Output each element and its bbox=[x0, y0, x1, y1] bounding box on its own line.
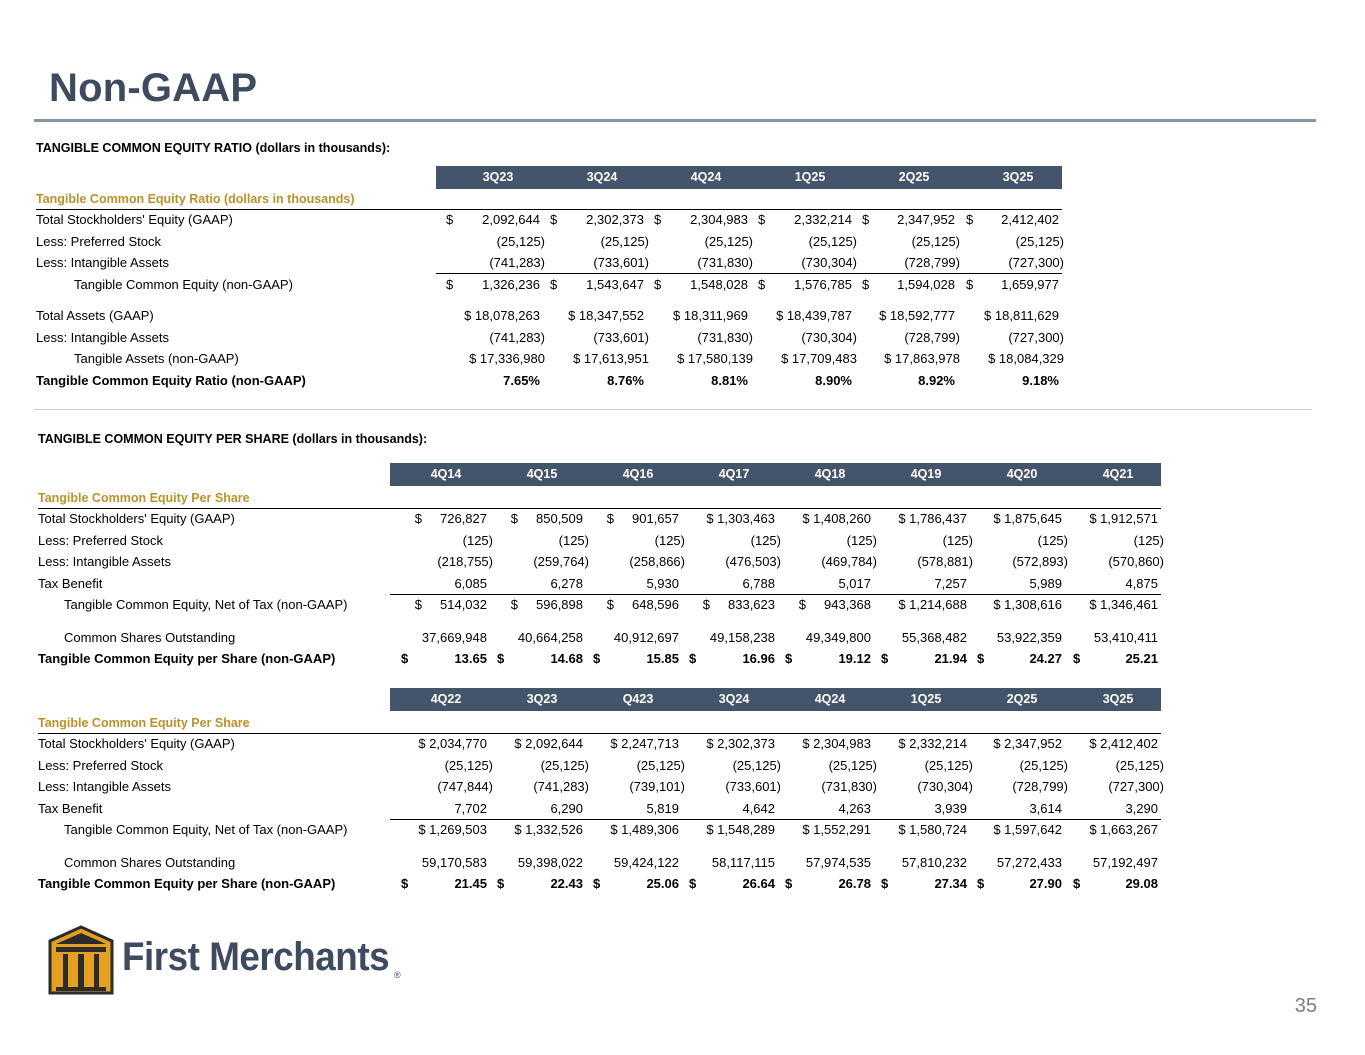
value-cell: 3,939 bbox=[934, 800, 967, 816]
value-cell: (733,601) bbox=[593, 329, 649, 345]
value-cell: 6,788 bbox=[742, 575, 775, 591]
value-cell: 24.27 bbox=[1029, 651, 1062, 666]
row-label: Tangible Assets (non-GAAP) bbox=[74, 351, 239, 366]
value-cell: 7.65% bbox=[503, 372, 540, 388]
value-cell: $ 726,827 bbox=[414, 511, 487, 526]
value-cell: 6,290 bbox=[550, 800, 583, 816]
value-cell: 40,664,258 bbox=[517, 629, 583, 645]
table-header-row bbox=[38, 463, 1163, 486]
value-cell: (730,304) bbox=[801, 255, 857, 270]
table-row bbox=[38, 648, 1163, 670]
value-cell: $ 1,552,291 bbox=[802, 822, 871, 837]
value-cell: 13.65 bbox=[454, 651, 487, 666]
value-cell: (25,125) bbox=[444, 757, 493, 773]
value-cell: 7,257 bbox=[934, 575, 967, 591]
value-cell: $ 2,332,214 bbox=[898, 736, 967, 751]
value-cell: 1,594,028 bbox=[897, 276, 955, 292]
value-cell: $ 1,912,571 bbox=[1089, 511, 1158, 526]
value-cell: (25,125) bbox=[1015, 233, 1064, 249]
value-cell: 5,989 bbox=[1029, 575, 1062, 591]
column-header: 1Q25 bbox=[794, 170, 826, 184]
currency-symbol: $ bbox=[593, 876, 601, 891]
title-rule bbox=[34, 119, 1316, 122]
value-cell: (728,799) bbox=[1012, 779, 1068, 794]
value-cell: 2,412,402 bbox=[1001, 212, 1059, 227]
value-cell: 4,875 bbox=[1125, 575, 1158, 591]
value-cell: 29.08 bbox=[1125, 876, 1158, 891]
row-label: Total Stockholders' Equity (GAAP) bbox=[38, 736, 235, 751]
value-cell: 2,304,983 bbox=[690, 212, 748, 227]
column-header: 4Q21 bbox=[1102, 467, 1134, 481]
value-cell: $ 596,898 bbox=[510, 597, 583, 612]
table-row bbox=[36, 305, 1066, 327]
column-header: 4Q14 bbox=[430, 467, 462, 481]
table-subheader-row bbox=[38, 711, 1163, 733]
value-cell: (25,125) bbox=[808, 233, 857, 249]
column-header: 3Q23 bbox=[482, 170, 514, 184]
row-label: Less: Intangible Assets bbox=[36, 255, 169, 270]
value-cell: 27.34 bbox=[934, 876, 967, 891]
value-cell: $ 2,302,373 bbox=[706, 736, 775, 751]
value-cell: 57,974,535 bbox=[805, 854, 871, 870]
table-subheader-row bbox=[38, 486, 1163, 508]
table-row bbox=[36, 209, 1066, 231]
table-subheader-row bbox=[36, 189, 1066, 209]
currency-symbol: $ bbox=[497, 651, 505, 666]
value-cell: $ 1,303,463 bbox=[706, 511, 775, 526]
column-header: 4Q15 bbox=[526, 467, 558, 481]
currency-symbol: $ bbox=[550, 212, 558, 227]
value-cell: (731,830) bbox=[697, 329, 753, 345]
value-cell: 25.06 bbox=[646, 876, 679, 891]
value-cell: $ 17,709,483 bbox=[781, 351, 857, 366]
currency-symbol: $ bbox=[654, 276, 662, 292]
currency-symbol: $ bbox=[785, 651, 793, 666]
value-cell: (741,283) bbox=[533, 779, 589, 794]
value-cell: 26.64 bbox=[742, 876, 775, 891]
value-cell: 1,326,236 bbox=[482, 276, 540, 292]
value-cell: (125) bbox=[558, 532, 589, 548]
value-cell: 1,543,647 bbox=[586, 276, 644, 292]
value-cell: (728,799) bbox=[904, 255, 960, 270]
row-label: Tax Benefit bbox=[38, 800, 103, 816]
currency-symbol: $ bbox=[758, 212, 766, 227]
value-cell: (125) bbox=[654, 532, 685, 548]
value-cell: (731,830) bbox=[697, 255, 753, 270]
value-cell: (25,125) bbox=[496, 233, 545, 249]
value-cell: 57,810,232 bbox=[901, 854, 967, 870]
value-cell: 3,614 bbox=[1029, 800, 1062, 816]
value-cell: $ 18,347,552 bbox=[568, 308, 644, 323]
value-cell: (727,300) bbox=[1108, 779, 1164, 794]
value-cell: 37,669,948 bbox=[421, 629, 487, 645]
table-subheader: Tangible Common Equity Per Share bbox=[38, 716, 250, 730]
value-cell: 53,922,359 bbox=[996, 629, 1062, 645]
first-merchants-logo-icon bbox=[48, 925, 114, 1002]
value-cell: $ 943,368 bbox=[798, 597, 871, 612]
table-row bbox=[38, 508, 1163, 530]
value-cell: 15.85 bbox=[646, 651, 679, 666]
row-spacer bbox=[36, 295, 1066, 305]
value-cell: 1,659,977 bbox=[1001, 276, 1059, 292]
value-cell: $ 2,034,770 bbox=[418, 736, 487, 751]
currency-symbol: $ bbox=[593, 651, 601, 666]
value-cell: 21.45 bbox=[454, 876, 487, 891]
value-cell: (25,125) bbox=[732, 757, 781, 773]
value-cell: $ 1,548,289 bbox=[706, 822, 775, 837]
value-cell: (741,283) bbox=[489, 255, 545, 270]
value-cell: 5,819 bbox=[646, 800, 679, 816]
section-label-tce-per-share: TANGIBLE COMMON EQUITY PER SHARE (dollars in thousands): bbox=[38, 432, 428, 446]
table-row bbox=[38, 873, 1163, 895]
value-cell: 49,349,800 bbox=[805, 629, 871, 645]
row-label: Less: Preferred Stock bbox=[38, 757, 163, 773]
currency-symbol: $ bbox=[785, 876, 793, 891]
row-label: Less: Intangible Assets bbox=[38, 554, 171, 569]
value-cell: (572,893) bbox=[1012, 554, 1068, 569]
value-cell: $ 2,304,983 bbox=[802, 736, 871, 751]
table-subheader: Tangible Common Equity Per Share bbox=[38, 491, 250, 505]
value-cell: $ 1,597,642 bbox=[993, 822, 1062, 837]
column-header: 2Q25 bbox=[898, 170, 930, 184]
row-label: Less: Intangible Assets bbox=[36, 329, 169, 345]
value-cell: 40,912,697 bbox=[613, 629, 679, 645]
table-row bbox=[38, 776, 1163, 798]
table-row bbox=[38, 755, 1163, 777]
value-cell: $ 1,214,688 bbox=[898, 597, 967, 612]
section-divider bbox=[34, 409, 1312, 410]
tce-per-share-table-b bbox=[38, 688, 1163, 895]
column-header: 4Q16 bbox=[622, 467, 654, 481]
value-cell: $ 1,332,526 bbox=[514, 822, 583, 837]
value-cell: (25,125) bbox=[924, 757, 973, 773]
row-label: Tangible Common Equity, Net of Tax (non-GAAP) bbox=[64, 822, 348, 837]
value-cell: 1,576,785 bbox=[794, 276, 852, 292]
column-header: 4Q17 bbox=[718, 467, 750, 481]
value-cell: $ 17,613,951 bbox=[573, 351, 649, 366]
column-header: 4Q19 bbox=[910, 467, 942, 481]
currency-symbol: $ bbox=[689, 876, 697, 891]
page-title: Non-GAAP bbox=[49, 66, 258, 110]
value-cell: 27.90 bbox=[1029, 876, 1062, 891]
table-row bbox=[38, 852, 1163, 874]
value-cell: (25,125) bbox=[704, 233, 753, 249]
currency-symbol: $ bbox=[966, 212, 974, 227]
value-cell: (747,844) bbox=[437, 779, 493, 794]
value-cell: 6,278 bbox=[550, 575, 583, 591]
row-label: Less: Intangible Assets bbox=[38, 779, 171, 794]
currency-symbol: $ bbox=[881, 876, 889, 891]
currency-symbol: $ bbox=[550, 276, 558, 292]
column-header: 4Q20 bbox=[1006, 467, 1038, 481]
value-cell: (125) bbox=[462, 532, 493, 548]
value-cell: 4,642 bbox=[742, 800, 775, 816]
tce-ratio-table bbox=[36, 166, 1066, 391]
value-cell: (259,764) bbox=[533, 554, 589, 569]
value-cell: $ 1,269,503 bbox=[418, 822, 487, 837]
column-header: 4Q24 bbox=[814, 692, 846, 706]
value-cell: $ 1,663,267 bbox=[1089, 822, 1158, 837]
logo-registered-mark: ® bbox=[394, 970, 401, 980]
value-cell: 2,347,952 bbox=[897, 212, 955, 227]
value-cell: (730,304) bbox=[917, 779, 973, 794]
currency-symbol: $ bbox=[862, 212, 870, 227]
page-number: 35 bbox=[1294, 995, 1317, 1017]
value-cell: (125) bbox=[1133, 532, 1164, 548]
table-row bbox=[38, 627, 1163, 649]
value-cell: $ 18,311,969 bbox=[673, 308, 748, 323]
value-cell: (25,125) bbox=[540, 757, 589, 773]
value-cell: $ 2,412,402 bbox=[1089, 736, 1158, 751]
value-cell: (258,866) bbox=[629, 554, 685, 569]
value-cell: 55,368,482 bbox=[901, 629, 967, 645]
value-cell: (125) bbox=[942, 532, 973, 548]
currency-symbol: $ bbox=[862, 276, 870, 292]
value-cell: $ 2,092,644 bbox=[514, 736, 583, 751]
value-cell: (731,830) bbox=[821, 779, 877, 794]
value-cell: (25,125) bbox=[1115, 757, 1164, 773]
table-row bbox=[36, 327, 1066, 349]
value-cell: 57,272,433 bbox=[996, 854, 1062, 870]
value-cell: 2,332,214 bbox=[794, 212, 852, 227]
value-cell: (25,125) bbox=[828, 757, 877, 773]
value-cell: 14.68 bbox=[550, 651, 583, 666]
value-cell: (739,101) bbox=[629, 779, 685, 794]
value-cell: 57,192,497 bbox=[1092, 854, 1158, 870]
value-cell: $ 1,308,616 bbox=[993, 597, 1062, 612]
value-cell: 59,398,022 bbox=[517, 854, 583, 870]
column-header: 4Q22 bbox=[430, 692, 462, 706]
value-cell: $ 901,657 bbox=[606, 511, 679, 526]
value-cell: (125) bbox=[750, 532, 781, 548]
column-header: 3Q23 bbox=[526, 692, 558, 706]
table-row bbox=[38, 573, 1163, 595]
value-cell: 58,117,115 bbox=[711, 854, 775, 870]
value-cell: (25,125) bbox=[636, 757, 685, 773]
row-label: Total Stockholders' Equity (GAAP) bbox=[36, 212, 233, 227]
table-row bbox=[36, 348, 1066, 370]
logo-wordmark: First Merchants bbox=[122, 935, 390, 979]
table-header-row bbox=[36, 166, 1066, 189]
value-cell: (125) bbox=[846, 532, 877, 548]
column-header: 3Q24 bbox=[718, 692, 750, 706]
value-cell: (25,125) bbox=[911, 233, 960, 249]
value-cell: 25.21 bbox=[1125, 651, 1158, 666]
value-cell: (733,601) bbox=[593, 255, 649, 270]
value-cell: $ 2,347,952 bbox=[993, 736, 1062, 751]
value-cell: (25,125) bbox=[1019, 757, 1068, 773]
currency-symbol: $ bbox=[758, 276, 766, 292]
value-cell: 53,410,411 bbox=[1093, 629, 1158, 645]
value-cell: 3,290 bbox=[1125, 800, 1158, 816]
value-cell: 9.18% bbox=[1022, 372, 1059, 388]
value-cell: $ 648,596 bbox=[606, 597, 679, 612]
row-label: Tangible Common Equity per Share (non-GAAP) bbox=[38, 876, 336, 891]
value-cell: $ 2,247,713 bbox=[610, 736, 679, 751]
value-cell: $ 833,623 bbox=[702, 597, 775, 612]
value-cell: 59,424,122 bbox=[613, 854, 679, 870]
column-header: 4Q18 bbox=[814, 467, 846, 481]
column-header: 1Q25 bbox=[910, 692, 942, 706]
row-label: Tangible Common Equity per Share (non-GAAP) bbox=[38, 651, 336, 666]
row-label: Tangible Common Equity (non-GAAP) bbox=[74, 276, 293, 292]
table-row bbox=[36, 370, 1066, 392]
row-label: Common Shares Outstanding bbox=[64, 629, 236, 645]
row-label: Total Assets (GAAP) bbox=[36, 308, 154, 323]
row-label: Common Shares Outstanding bbox=[64, 854, 236, 870]
currency-symbol: $ bbox=[689, 651, 697, 666]
value-cell: $ 1,408,260 bbox=[802, 511, 871, 526]
section-label-tce-ratio: TANGIBLE COMMON EQUITY RATIO (dollars in thousands): bbox=[36, 141, 391, 155]
value-cell: 8.90% bbox=[815, 372, 852, 388]
column-header: Q423 bbox=[622, 692, 654, 706]
table-subheader: Tangible Common Equity Ratio (dollars in thousands) bbox=[36, 192, 355, 206]
row-label: Tangible Common Equity Ratio (non-GAAP) bbox=[36, 372, 306, 388]
value-cell: $ 1,489,306 bbox=[610, 822, 679, 837]
currency-symbol: $ bbox=[1073, 876, 1081, 891]
row-spacer bbox=[38, 616, 1163, 627]
table-header-row bbox=[38, 688, 1163, 711]
value-cell: 22.43 bbox=[550, 876, 583, 891]
currency-symbol: $ bbox=[977, 651, 985, 666]
value-cell: $ 18,811,629 bbox=[984, 308, 1059, 323]
value-cell: $ 18,078,263 bbox=[464, 308, 540, 323]
value-cell: 59,170,583 bbox=[421, 854, 487, 870]
value-cell: (727,300) bbox=[1008, 329, 1064, 345]
value-cell: $ 17,336,980 bbox=[469, 351, 545, 366]
value-cell: $ 18,084,329 bbox=[988, 351, 1064, 366]
row-label: Tax Benefit bbox=[38, 575, 103, 591]
value-cell: $ 1,875,645 bbox=[993, 511, 1062, 526]
value-cell: $ 17,580,139 bbox=[677, 351, 753, 366]
table-row bbox=[38, 819, 1163, 841]
value-cell: $ 1,786,437 bbox=[898, 511, 967, 526]
value-cell: (469,784) bbox=[821, 554, 877, 569]
value-cell: 21.94 bbox=[934, 651, 967, 666]
value-cell: (218,755) bbox=[437, 554, 493, 569]
value-cell: (728,799) bbox=[904, 329, 960, 345]
currency-symbol: $ bbox=[401, 651, 409, 666]
value-cell: (730,304) bbox=[801, 329, 857, 345]
value-cell: 8.92% bbox=[918, 372, 955, 388]
value-cell: (476,503) bbox=[725, 554, 781, 569]
currency-symbol: $ bbox=[966, 276, 974, 292]
value-cell: $ 17,863,978 bbox=[884, 351, 960, 366]
table-row bbox=[38, 530, 1163, 552]
currency-symbol: $ bbox=[446, 276, 454, 292]
table-row bbox=[38, 594, 1163, 616]
value-cell: 2,092,644 bbox=[482, 212, 540, 227]
row-label: Less: Preferred Stock bbox=[36, 233, 161, 249]
value-cell: (570,860) bbox=[1108, 554, 1164, 569]
value-cell: (578,881) bbox=[917, 554, 973, 569]
tce-per-share-table-a bbox=[38, 463, 1163, 670]
value-cell: 5,930 bbox=[646, 575, 679, 591]
value-cell: 2,302,373 bbox=[586, 212, 644, 227]
value-cell: 8.76% bbox=[607, 372, 644, 388]
row-label: Less: Preferred Stock bbox=[38, 532, 163, 548]
value-cell: 6,085 bbox=[454, 575, 487, 591]
currency-symbol: $ bbox=[1073, 651, 1081, 666]
table-row bbox=[36, 252, 1066, 274]
row-label: Tangible Common Equity, Net of Tax (non-GAAP) bbox=[64, 597, 348, 612]
row-spacer bbox=[38, 841, 1163, 852]
column-header: 4Q24 bbox=[690, 170, 722, 184]
value-cell: 49,158,238 bbox=[709, 629, 775, 645]
value-cell: $ 1,346,461 bbox=[1089, 597, 1158, 612]
table-row bbox=[36, 231, 1066, 253]
table-row bbox=[38, 798, 1163, 820]
value-cell: 26.78 bbox=[838, 876, 871, 891]
currency-symbol: $ bbox=[881, 651, 889, 666]
column-header: 3Q25 bbox=[1102, 692, 1134, 706]
column-header: 3Q24 bbox=[586, 170, 618, 184]
column-header: 2Q25 bbox=[1006, 692, 1038, 706]
value-cell: (733,601) bbox=[725, 779, 781, 794]
table-row bbox=[38, 551, 1163, 573]
currency-symbol: $ bbox=[654, 212, 662, 227]
value-cell: (125) bbox=[1037, 532, 1068, 548]
value-cell: 16.96 bbox=[742, 651, 775, 666]
value-cell: (741,283) bbox=[489, 329, 545, 345]
value-cell: 1,548,028 bbox=[690, 276, 748, 292]
currency-symbol: $ bbox=[977, 876, 985, 891]
value-cell: $ 850,509 bbox=[510, 511, 583, 526]
value-cell: (25,125) bbox=[600, 233, 649, 249]
row-label: Total Stockholders' Equity (GAAP) bbox=[38, 511, 235, 526]
value-cell: 7,702 bbox=[454, 800, 487, 816]
value-cell: $ 1,580,724 bbox=[898, 822, 967, 837]
currency-symbol: $ bbox=[497, 876, 505, 891]
currency-symbol: $ bbox=[446, 212, 454, 227]
value-cell: $ 18,592,777 bbox=[879, 308, 955, 323]
value-cell: 5,017 bbox=[838, 575, 871, 591]
value-cell: $ 18,439,787 bbox=[776, 308, 852, 323]
value-cell: 19.12 bbox=[838, 651, 871, 666]
value-cell: 4,263 bbox=[838, 800, 871, 816]
table-row bbox=[36, 274, 1066, 296]
value-cell: (727,300) bbox=[1008, 255, 1064, 270]
currency-symbol: $ bbox=[401, 876, 409, 891]
value-cell: 8.81% bbox=[711, 372, 748, 388]
value-cell: $ 514,032 bbox=[414, 597, 487, 612]
column-header: 3Q25 bbox=[1002, 170, 1034, 184]
table-row bbox=[38, 733, 1163, 755]
